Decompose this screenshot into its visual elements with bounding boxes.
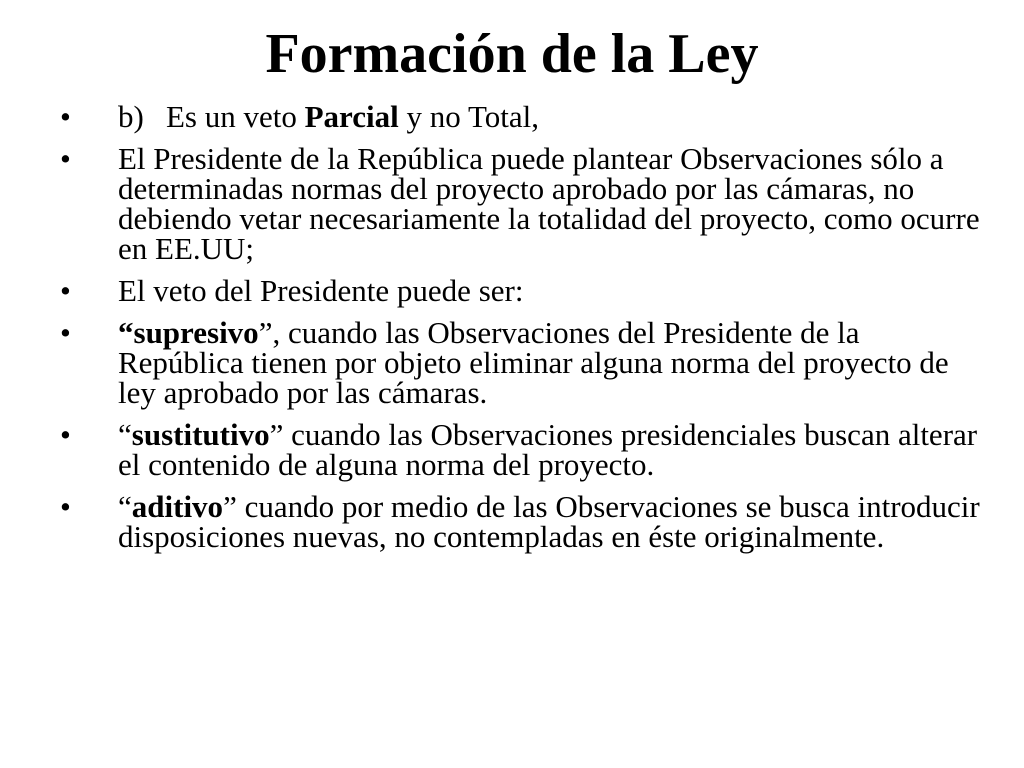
bullet-text (118, 99, 980, 134)
bullet-marker: • (60, 315, 71, 350)
slide-title: Formación de la Ley (265, 23, 759, 85)
bullet-item (60, 417, 980, 482)
bullet-marker: • (60, 141, 71, 176)
bullet-text-after: y no Total, (398, 99, 539, 134)
bullet-text-before: Es un veto (166, 99, 305, 134)
bullet-text-before: El Presidente de la República puede plantear Observaciones sólo a determinadas normas del proyecto aprobado por las cámaras, no debiendo vetar necesariamente la totalidad del proyecto, como ocurre en EE.UU; (118, 141, 980, 266)
bullet-item (60, 315, 980, 410)
bullet-text-after: ” cuando las Observaciones presidenciales buscan alterar el contenido de alguna norma del proyecto. (118, 417, 978, 482)
bullet-text-bold: “supresivo (118, 315, 259, 350)
bullet-text (118, 141, 980, 266)
bullet-text (118, 489, 980, 554)
bullet-text-after: ”, cuando las Observaciones del Presidente de la República tienen por objeto eliminar alguna norma del proyecto de ley aprobado por las cámaras. (118, 315, 949, 410)
bullet-item (60, 489, 980, 554)
bullet-item (60, 273, 980, 308)
bullet-text-bold: aditivo (131, 489, 224, 524)
bullet-prefix: b) (118, 99, 144, 134)
bullet-text-before: “ (118, 417, 132, 452)
bullet-text-bold: Parcial (304, 99, 399, 134)
bullet-marker: • (60, 489, 71, 524)
bullet-item (60, 99, 980, 134)
bullet-marker: • (60, 273, 71, 308)
bullet-text-before: “ (118, 489, 132, 524)
bullet-text-after: ” cuando por medio de las Observaciones se busca introducir disposiciones nuevas, no contempladas en éste originalmente. (118, 489, 980, 554)
bullet-text (118, 315, 980, 410)
bullet-text (118, 273, 980, 308)
bullet-text-before: El veto del Presidente puede ser: (118, 273, 524, 308)
bullet-marker: • (60, 99, 71, 134)
bullet-item (60, 141, 980, 266)
bullet-text-bold: sustitutivo (131, 417, 270, 452)
bullet-list (60, 99, 980, 564)
bullet-marker: • (60, 417, 71, 452)
bullet-text (118, 417, 980, 482)
